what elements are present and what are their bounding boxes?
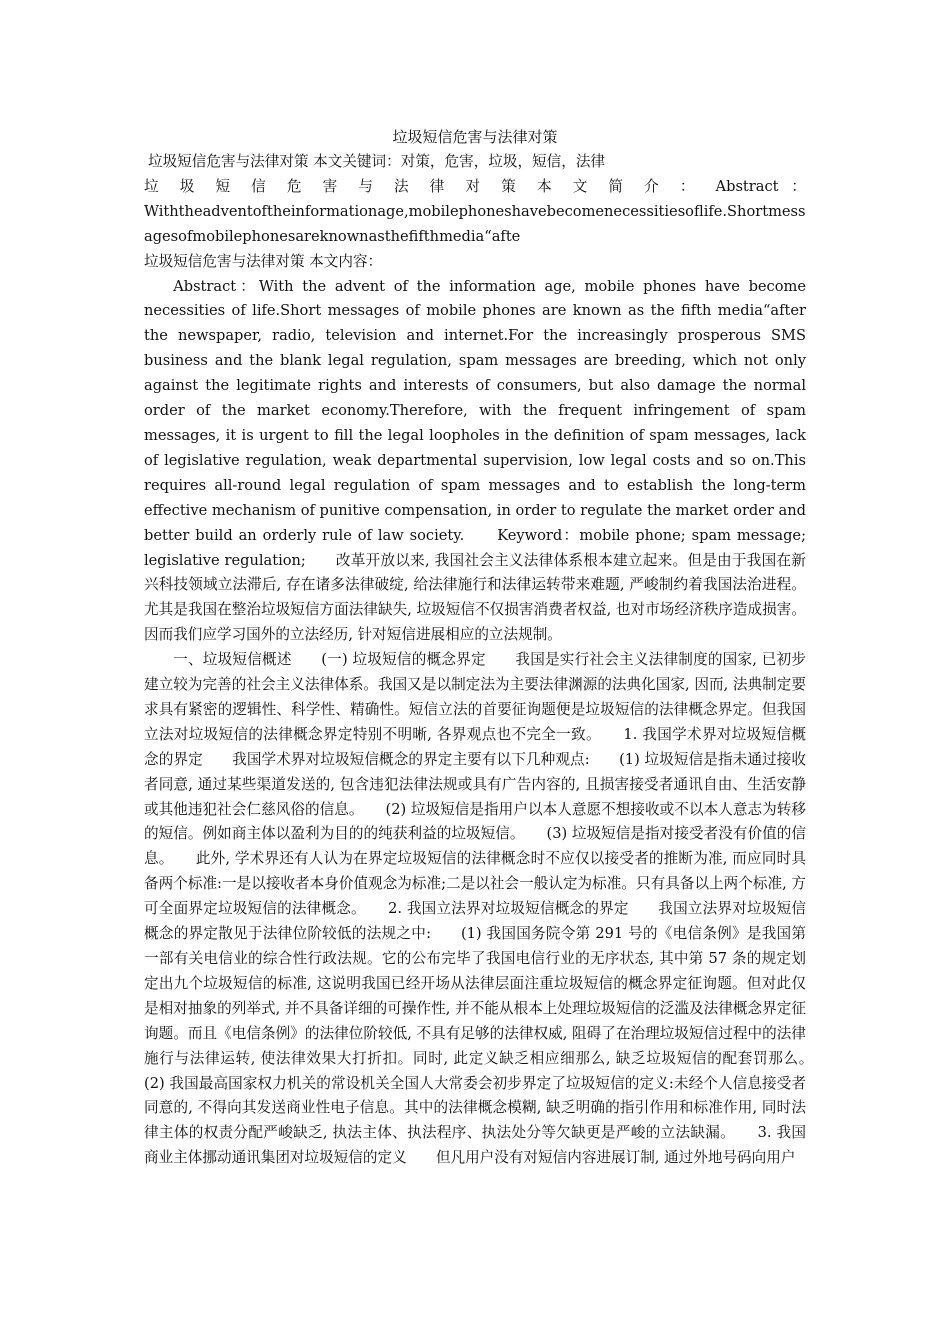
- content-label: 垃圾短信危害与法律对策 本文内容：: [144, 252, 383, 270]
- intro-continuation: Withtheadventoftheinformationage,mobilephoneshavebecomenecessitiesoflife.Shortmessagesofmobilephonesareknownasthefifthmedia“afte: [144, 202, 806, 245]
- keywords-line: 垃圾短信危害与法律对策 本文关键词：对策，危害，垃圾，短信，法律: [148, 153, 606, 170]
- document-page: [144, 124, 836, 1171]
- body-paragraph-abstract: Abstract：With the advent of the information age, mobile phones have become necessities of life.Short messages of mobile phones are known as the fifth media“after the newspaper, radio, television and internet.For the increasingly prosperous SMS business and the blank legal regulation, spam messages are breeding, which not only against the legitimate rights and interests of consumers, but also damage the normal order of the market economy.Therefore, with the frequent infringement of spam messages, it is urgent to fill the legal loopholes in the definition of spam messages, lack of legislative regulation, weak departmental supervision, low legal costs and so on.This requires all-round legal regulation of spam messages and to establish the long-term effective mechanism of punitive compensation, in order to regulate the market order and better build an orderly rule of law society. Keyword：mobile phone; spam message; legislative regulation; 改革开放以来, 我国社会主义法律体系根本建立起来。但是由于我国在新兴科技领域立法滞后, 存在诸多法律破绽, 给法律施行和法律运转带来难题, 严峻制约着我国法治进程。尤其是我国在整治垃圾短信方面法律缺失, 垃圾短信不仅损害消费者权益, 也对市场经济秩序造成损害。因而我们应学习国外的立法经历, 针对短信进展相应的立法规制。: [144, 277, 806, 644]
- intro-line: 垃 圾 短 信 危 害 与 法 律 对 策 本 文 简 介 ： Abstract ：: [144, 177, 806, 195]
- body-paragraph-overview: 一、垃圾短信概述 (一) 垃圾短信的概念界定 我国是实行社会主义法律制度的国家, 已初步建立较为完善的社会主义法律体系。我国又是以制定法为主要法律渊源的法典化国家, 因而, 法典制定要求具有紧密的逻辑性、科学性、精确性。短信立法的首要征询题便是垃圾短信的法律概念界定。但我国立法对垃圾短信的法律概念界定特别不明晰, 各界观点也不完全一致。 1. 我国学术界对垃圾短信概念的界定 我国学术界对垃圾短信概念的界定主要有以下几种观点: (1) 垃圾短信是指未通过接收者同意, 通过某些渠道发送的, 包含违犯法律法规或具有广告内容的, 且损害接受者通讯自由、生活安静或其他违犯社会仁慈风俗的信息。 (2) 垃圾短信是指用户以本人意愿不想接收或不以本人意志为转移的短信。例如商主体以盈利为目的的纯获利益的垃圾短信。 (3) 垃圾短信是指对接受者没有价值的信息。 此外, 学术界还有人认为在界定垃圾短信的法律概念时不应仅以接受者的推断为准, 而应同时具备两个标准:一是以接收者本身价值观念为标准;二是以社会一般认定为标准。只有具备以上两个标准, 方可全面界定垃圾短信的法律概念。 2. 我国立法界对垃圾短信概念的界定 我国立法界对垃圾短信概念的界定散见于法律位阶较低的法规之中: (1) 我国国务院令第 291 号的《电信条例》是我国第一部有关电信业的综合性行政法规。它的公布完毕了我国电信行业的无序状态, 其中第 57 条的规定划定出九个垃圾短信的标准, 这说明我国已经开场从法律层面注重垃圾短信的概念界定征询题。但对此仅是相对抽象的列举式, 并不具备详细的可操作性, 并不能从根本上处理垃圾短信的泛滥及法律概念界定征询题。而且《电信条例》的法律位阶较低, 不具有足够的法律权威, 阻碍了在治理垃圾短信过程中的法律施行与法律运转, 使法律效果大打折扣。同时, 此定义缺乏相应细那么, 缺乏垃圾短信的配套罚那么。 (2) 我国最高国家权力机关的常设机关全国人大常委会初步界定了垃圾短信的定义:未经个人信息接受者同意的, 不得向其发送商业性电子信息。其中的法律概念模糊, 缺乏明确的指引作用和标准作用, 同时法律主体的权责分配严峻缺乏, 执法主体、执法程序、执法处分等欠缺更是严峻的立法缺漏。 3. 我国商业主体挪动通讯集团对垃圾短信的定义 但凡用户没有对短信内容进展订制, 通过外地号码向用户: [144, 651, 836, 1167]
- document-title: 垃圾短信危害与法律对策: [392, 128, 558, 146]
